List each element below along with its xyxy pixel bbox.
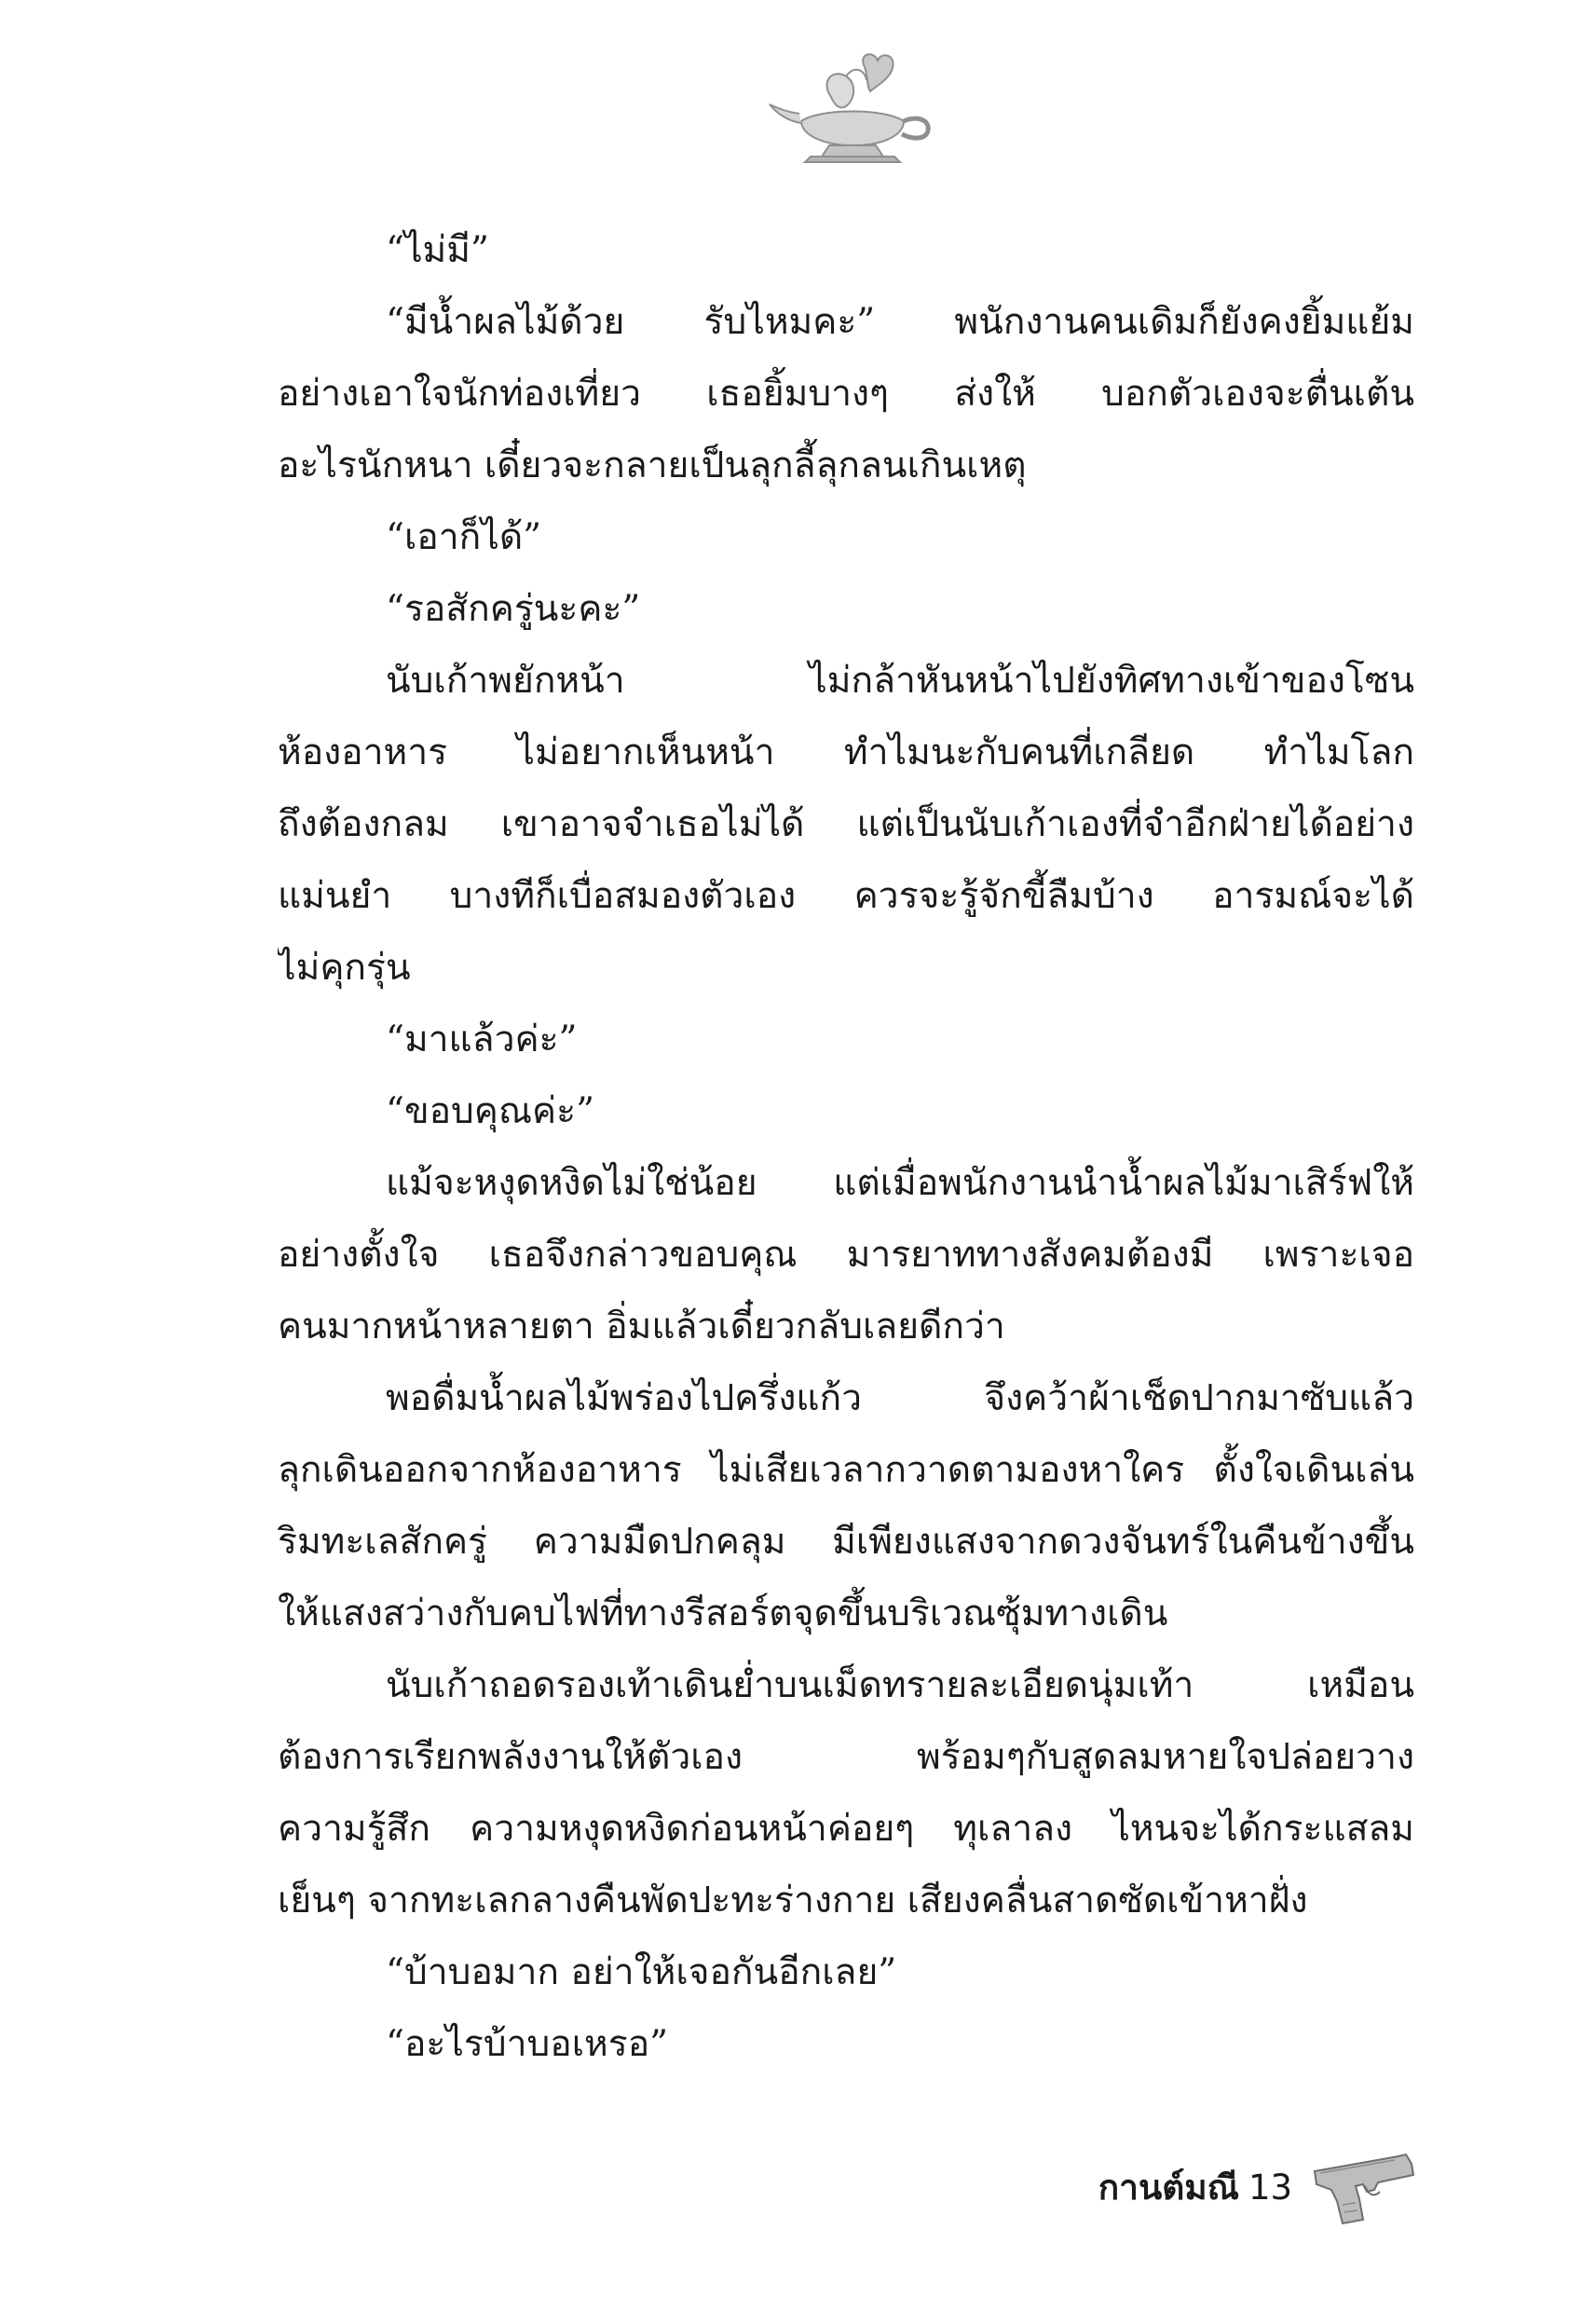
text-line: ต้องการเรียกพลังงานให้ตัวเอง พร้อมๆกับสูดลมหายใจปล่อยวาง — [278, 1736, 1414, 1778]
text-line: “อะไรบ้าบอเหรอ” — [386, 2023, 669, 2065]
text-line: คนมากหน้าหลายตา อิ่มแล้วเดี๋ยวกลับเลยดีกว่า — [278, 1306, 1005, 1347]
text-line: ไม่คุกรุ่น — [278, 947, 411, 989]
text-line: ริมทะเลสักครู่ ความมืดปกคลุม มีเพียงแสงจากดวงจันทร์ในคืนข้างขึ้น — [278, 1521, 1414, 1563]
text-line: “บ้าบอมาก อย่าให้เจอกันอีกเลย” — [386, 1951, 897, 1993]
text-line: ลุกเดินออกจากห้องอาหาร ไม่เสียเวลากวาดตามองหาใคร ตั้งใจเดินเล่น — [278, 1449, 1414, 1491]
body-text — [278, 214, 1414, 2080]
text-line: อย่างเอาใจนักท่องเที่ยว เธอยิ้มบางๆ ส่งให้ บอกตัวเองจะตื่นเต้น — [278, 373, 1414, 415]
text-line: “มีน้ำผลไม้ด้วย รับไหมคะ” พนักงานคนเดิมก็ยังคงยิ้มแย้ม — [386, 301, 1414, 343]
text-line: “รอสักครู่นะคะ” — [386, 588, 641, 630]
text-line: ห้องอาหาร ไม่อยากเห็นหน้า ทำไมนะกับคนที่เกลียด ทำไมโลก — [278, 732, 1414, 773]
genie-lamp-icon — [764, 48, 941, 165]
text-line: “มาแล้วค่ะ” — [386, 1019, 578, 1060]
text-line: ความรู้สึก ความหงุดหงิดก่อนหน้าค่อยๆ ทุเลาลง ไหนจะได้กระแสลม — [278, 1808, 1414, 1850]
text-line: ถึงต้องกลม เขาอาจจำเธอไม่ได้ แต่เป็นนับเก้าเองที่จำอีกฝ่ายได้อย่าง — [278, 803, 1414, 845]
pistol-icon — [1309, 2143, 1425, 2227]
text-line: “เอาก็ได้” — [386, 516, 542, 558]
text-line: นับเก้าถอดรองเท้าเดินย่ำบนเม็ดทรายละเอียดนุ่มเท้า เหมือน — [386, 1664, 1414, 1706]
text-line: อะไรนักหนา เดี๋ยวจะกลายเป็นลุกลี้ลุกลนเกินเหตุ — [278, 444, 1027, 486]
text-line: ให้แสงสว่างกับคบไฟที่ทางรีสอร์ตจุดขึ้นบริเวณซุ้มทางเดิน — [278, 1593, 1168, 1634]
book-title: กานต์มณี — [1098, 2167, 1239, 2208]
text-line: “ขอบคุณค่ะ” — [386, 1090, 595, 1132]
text-line: แม่นยำ บางทีก็เบื่อสมองตัวเอง ควรจะรู้จักขี้ลืมบ้าง อารมณ์จะได้ — [278, 875, 1414, 917]
text-line: พอดื่มน้ำผลไม้พร่องไปครึ่งแก้ว จึงคว้าผ้าเช็ดปากมาซับแล้ว — [386, 1377, 1414, 1419]
text-line: นับเก้าพยักหน้า ไม่กล้าหันหน้าไปยังทิศทางเข้าของโซน — [386, 660, 1414, 702]
text-line: แม้จะหงุดหงิดไม่ใช่น้อย แต่เมื่อพนักงานนำน้ำผลไม้มาเสิร์ฟให้ — [386, 1162, 1414, 1204]
text-line: อย่างตั้งใจ เธอจึงกล่าวขอบคุณ มารยาททางสังคมต้องมี เพราะเจอ — [278, 1234, 1414, 1276]
page-number: 13 — [1248, 2167, 1293, 2208]
text-line: เย็นๆ จากทะเลกลางคืนพัดปะทะร่างกาย เสียงคลื่นสาดซัดเข้าหาฝั่ง — [278, 1880, 1308, 1921]
text-line: “ไม่มี” — [386, 229, 489, 271]
